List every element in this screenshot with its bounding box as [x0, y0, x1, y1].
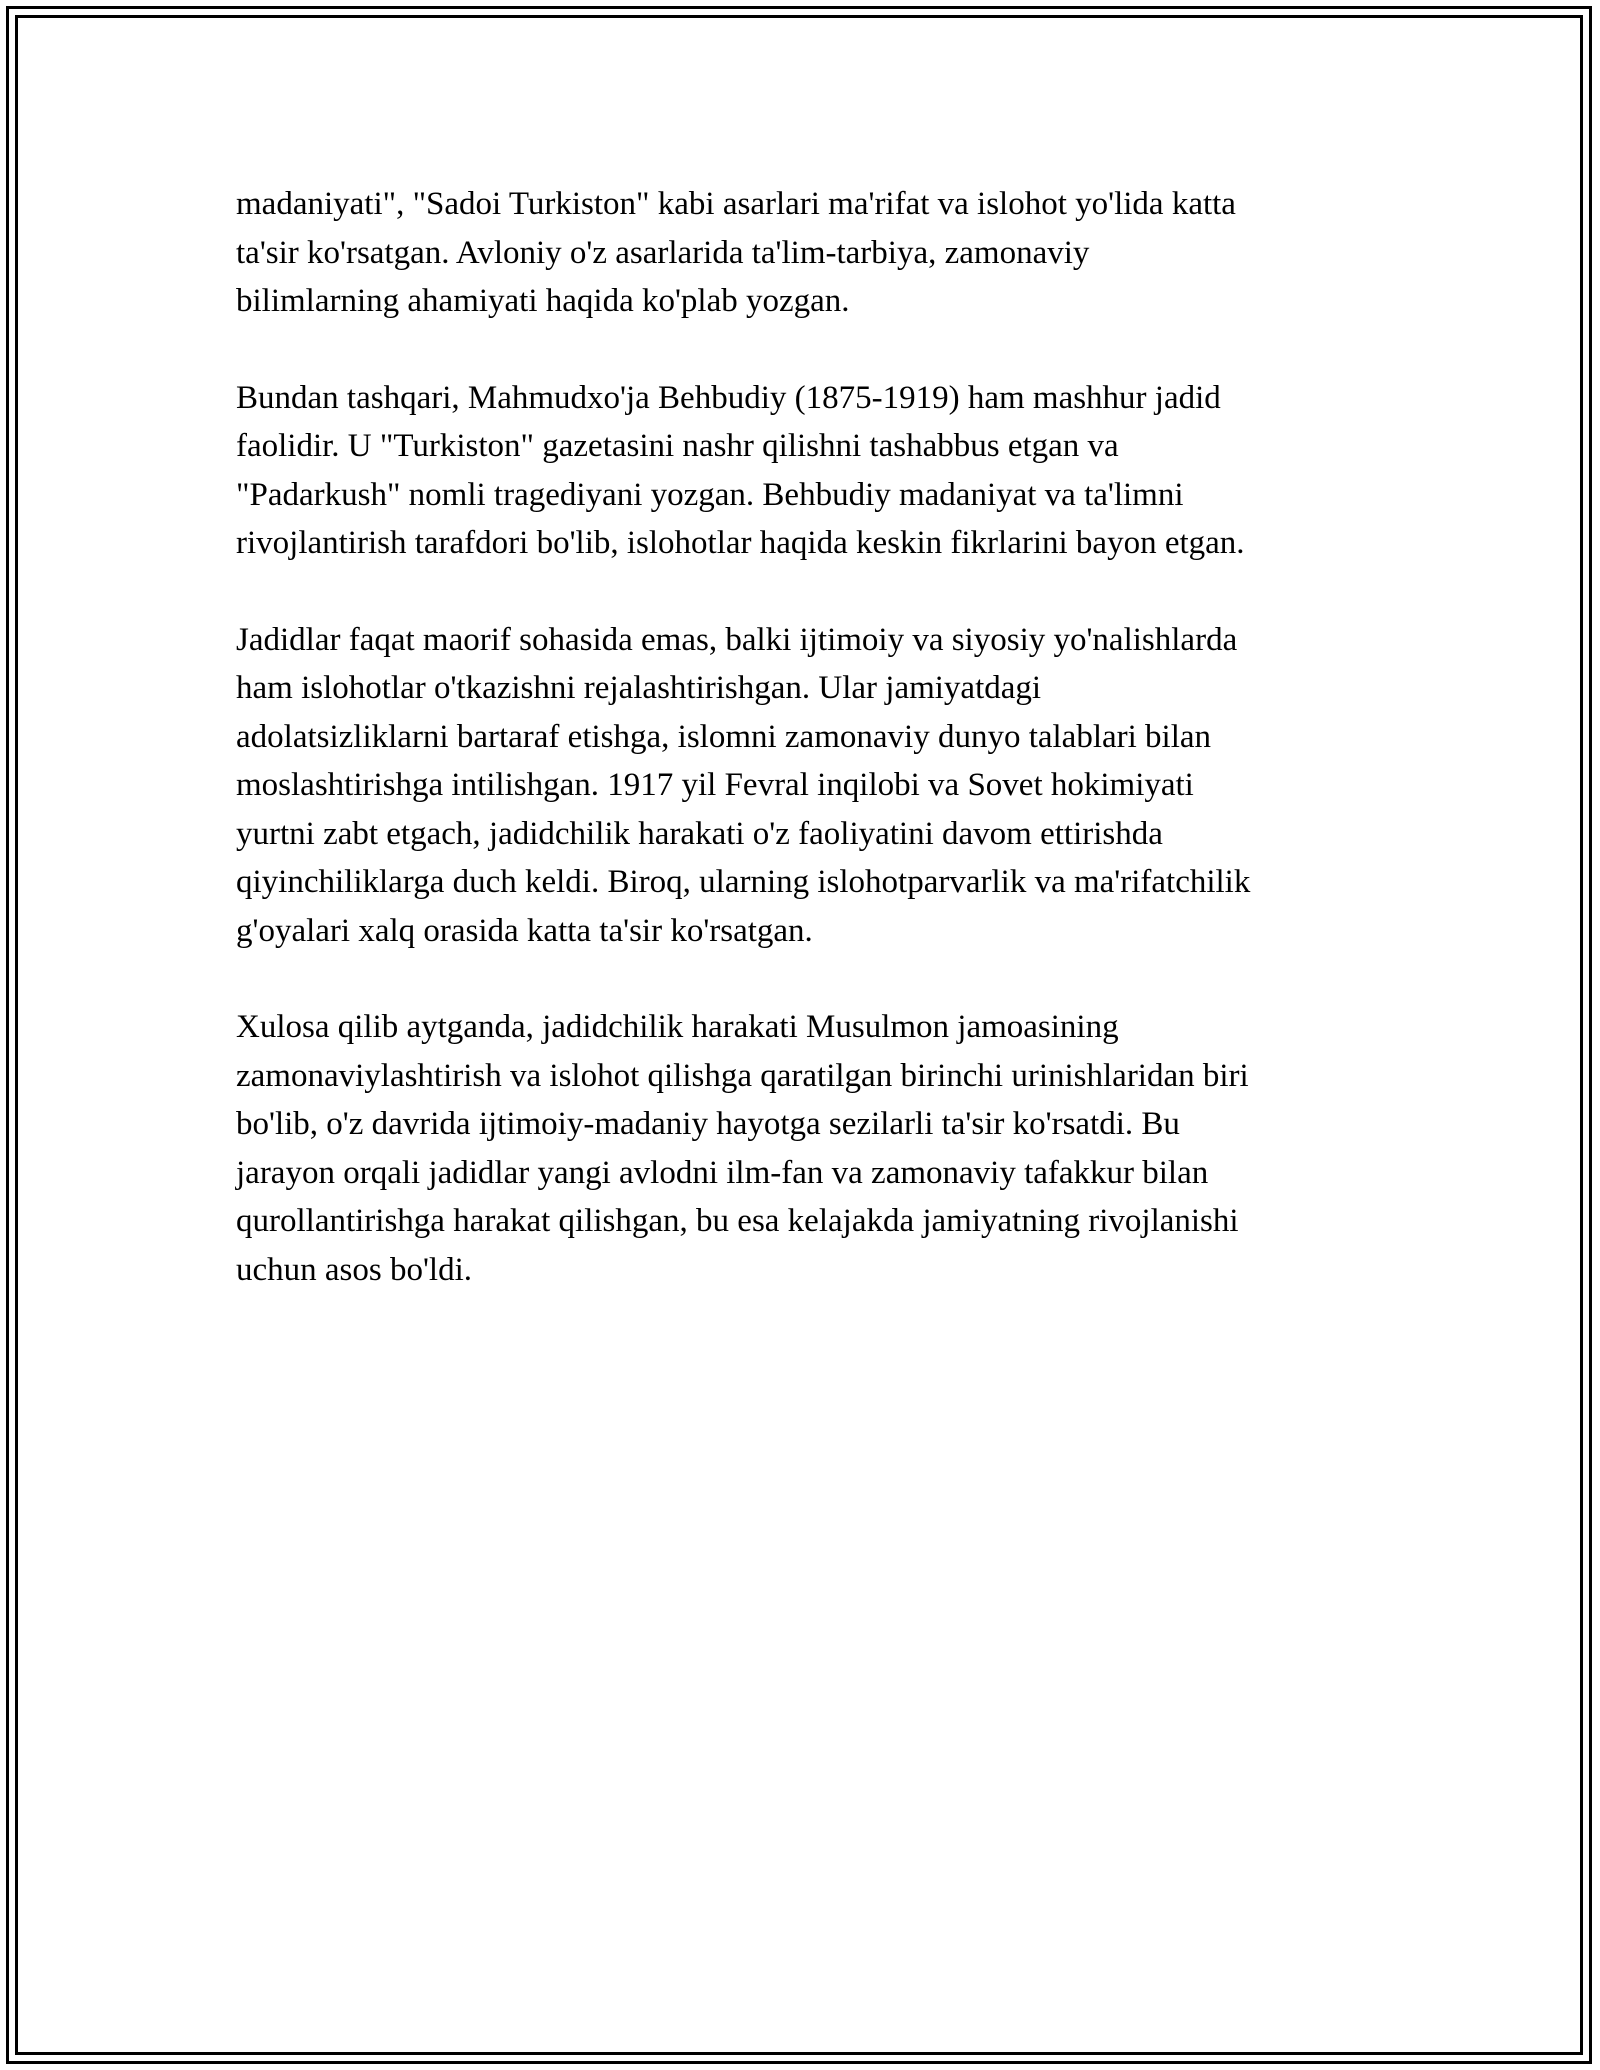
paragraph-jadid-reforms: Jadidlar faqat maorif sohasida emas, balki ijtimoiy va siyosiy yo'nalishlarda ham islohotlar o'tkazishni rejalashtirishgan. Ular jamiyatdagi adolatsizliklarni bartaraf etishga, islomni zamonaviy dunyo talablari bilan moslashtirishga intilishgan. 1917 yil Fevral inqilobi va Sovet hokimiyati yurtni zabt etgach, jadidchilik harakati o'z faoliyatini davom ettirishda qiyinchiliklarga duch keldi. Biroq, ularning islohotparvarlik va ma'rifatchilik g'oyalari xalq orasida katta ta'sir ko'rsatgan. [236, 621, 1251, 949]
paragraph-avloniy-works: madaniyati", "Sadoi Turkiston" kabi asarlari ma'rifat va islohot yo'lida katta ta'sir ko'rsatgan. Avloniy o'z asarlarida ta'lim-tarbiya, zamonaviy bilimlarning ahamiyati haqida ko'plab yozgan. [236, 186, 1236, 319]
document-body [236, 180, 1366, 1342]
paragraph-behbudiy: Bundan tashqari, Mahmudxo'ja Behbudiy (1875-1919) ham mashhur jadid faolidir. U "Turkiston" gazetasini nashr qilishni tashabbus etgan va "Padarkush" nomli tragediyani yozgan. Behbudiy madaniyat va ta'limni rivojlantirish tarafdori bo'lib, islohotlar haqida keskin fikrlarini bayon etgan. [236, 379, 1245, 561]
paragraph-conclusion: Xulosa qilib aytganda, jadidchilik harakati Musulmon jamoasining zamonaviylashtirish va islohot qilishga qaratilgan birinchi urinishlaridan biri bo'lib, o'z davrida ijtimoiy-madaniy hayotga sezilarli ta'sir ko'rsatdi. Bu jarayon orqali jadidlar yangi avlodni ilm-fan va zamonaviy tafakkur bilan qurollantirishga harakat qilishgan, bu esa kelajakda jamiyatning rivojlanishi uchun asos bo'ldi. [236, 1009, 1249, 1288]
